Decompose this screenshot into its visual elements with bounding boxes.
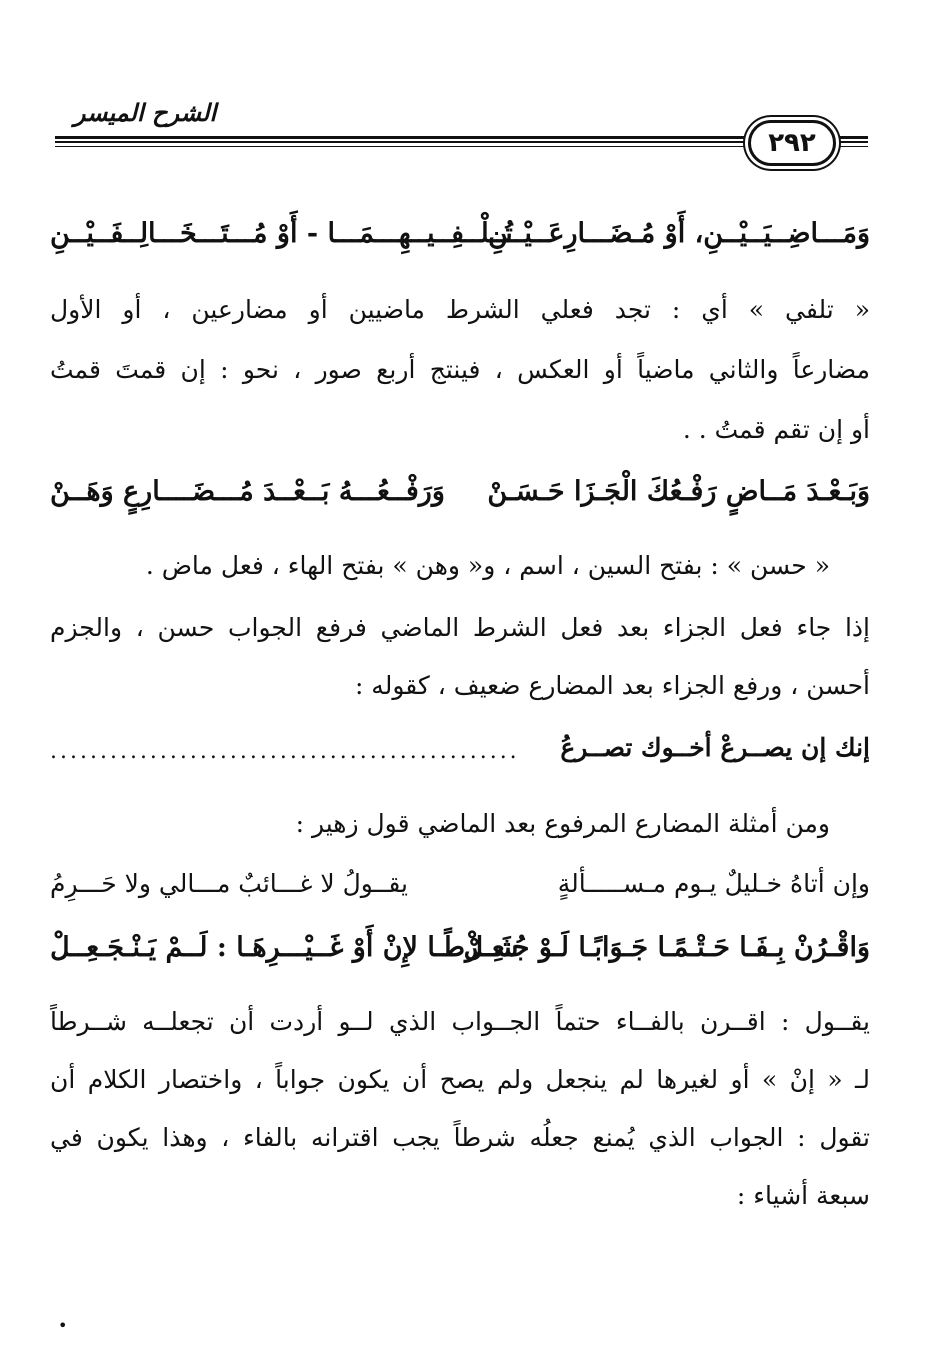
- paragraph-line: أحسن ، ورفع الجزاء بعد المضارع ضعيف ، كقوله :: [354, 671, 870, 700]
- ellipsis-dots: ...............................................: [50, 739, 520, 764]
- quoted-verse: إنك إن يصــرعْ أخــوك تصــرعُ: [560, 733, 870, 762]
- verse-hemistich-left: شَــرْطًـا لإِنْ أَوْ غَــيْـــرِهَـا : لَــمْ يَـنْـجَـعِــلْ: [50, 932, 519, 963]
- running-title: الشرح الميسر: [73, 99, 217, 127]
- header-rule: [838, 136, 868, 139]
- paragraph-line: « تلفي » أي : تجد فعلي الشرط ماضيين أو مضارعين ، أو الأول: [50, 295, 870, 324]
- page-number: ٢٩٢: [748, 120, 836, 166]
- paragraph-line: تقول : الجواب الذي يُمنع جعلُه شرطاً يجب اقترانه بالفاء ، وهذا يكون في: [50, 1123, 870, 1152]
- paragraph-line: إذا جاء فعل الجزاء بعد فعل الشرط الماضي فرفع الجواب حسن ، والجزم: [50, 613, 870, 642]
- verse-hemistich-left: وَرَفْــعُـــهُ بَــعْــدَ مُـــضَــــارِعٍ وَهَــنْ: [50, 476, 445, 507]
- paragraph-line: مضارعاً والثاني ماضياً أو العكس ، فينتج أربع صور ، نحو : إن قمتَ قمتُ: [50, 355, 870, 384]
- paragraph-line: يقــول : اقــرن بالفــاء حتماً الجــواب الذي لــو أردت أن تجعلــه شــرطاً: [50, 1007, 870, 1036]
- verse-hemistich-right: وَاقْـرُنْ بِـفَـا حَـتْـمًـا جَـوَابًـا لَـوْ جُـعِـلْ: [463, 932, 870, 963]
- verse-hemistich-left: تُــلْــفِــيــهِـــمَـــا - أَوْ مُـــتَـــخَـــالِــفَــيْــنِ: [50, 218, 513, 249]
- paragraph-line: لـ « إنْ » أو لغيرها لم ينجعل ولم يصح أن يكون جواباً ، واختصار الكلام أن: [50, 1065, 870, 1094]
- header-rule: [838, 146, 868, 147]
- verse-hemistich-right: وَمَـــاضِــيَــيْــنِ، أَوْ مُـضَـــارِعَــيْــنِ: [488, 218, 870, 249]
- paragraph-line: سبعة أشياء :: [736, 1181, 870, 1210]
- header-rule: [55, 141, 745, 143]
- poem-hemistich-right: وإن أتاهُ خـليلٌ يـوم مـســـــألةٍ: [557, 869, 870, 898]
- header-rule: [55, 136, 745, 139]
- paragraph-line: ومن أمثلة المضارع المرفوع بعد الماضي قول زهير :: [295, 809, 830, 838]
- verse-hemistich-right: وَبَـعْـدَ مَــاضٍ رَفْـعُكَ الْجَـزَا حَـسَـنْ: [487, 476, 870, 507]
- poem-hemistich-left: يقــولُ لا غـــائبٌ مـــالي ولا حَـــرِمُ: [50, 869, 408, 898]
- paragraph-line: أو إن تقم قمتُ . .: [682, 415, 870, 444]
- footer-mark: •: [58, 1316, 68, 1335]
- header-rule: [838, 141, 868, 143]
- gloss-note: « حسن » : بفتح السين ، اسم ، و« وهن » بفتح الهاء ، فعل ماض .: [145, 551, 830, 580]
- header-rule: [55, 146, 745, 147]
